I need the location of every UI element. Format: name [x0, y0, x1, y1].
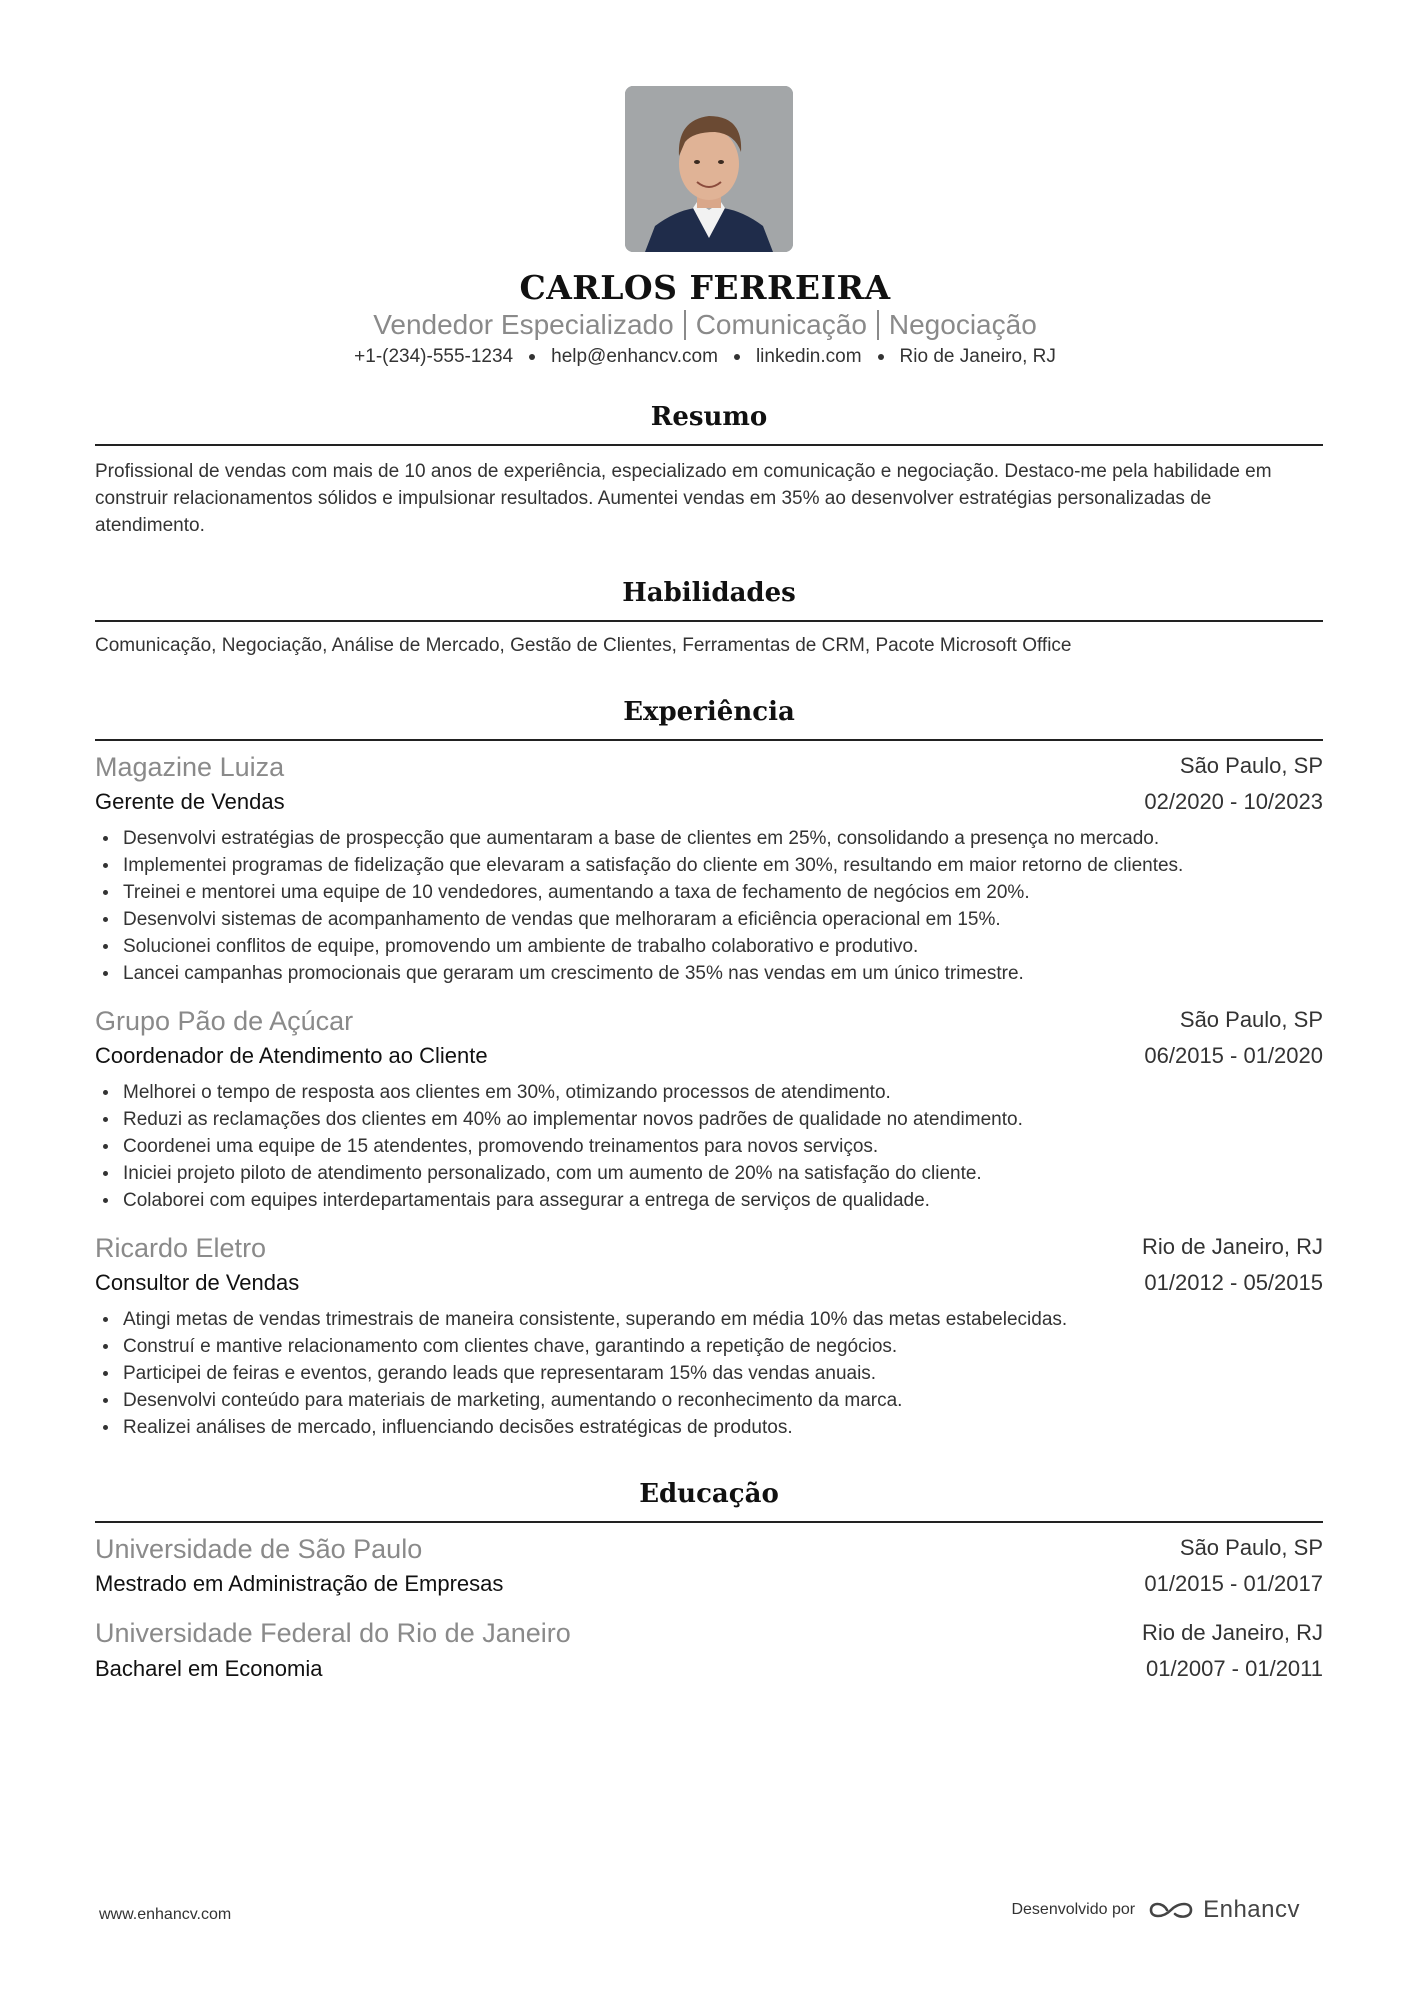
experience-role: Consultor de Vendas: [95, 1270, 300, 1295]
headline-item: Comunicação: [695, 309, 867, 340]
education-dates: 01/2015 - 01/2017: [1144, 1571, 1323, 1596]
experience-dates: 02/2020 - 10/2023: [1144, 789, 1323, 814]
list-item: Reduzi as reclamações dos clientes em 40% ao implementar novos padrões de qualidade no atendimento.: [95, 1106, 1323, 1133]
candidate-name: CARLOS FERREIRA: [519, 268, 891, 307]
contact-linkedin[interactable]: linkedin.com: [755, 346, 862, 367]
experience-dates: 06/2015 - 01/2020: [1144, 1043, 1323, 1068]
section-title-experience: Experiência: [623, 697, 795, 727]
section-divider: [95, 1521, 1323, 1523]
list-item: Melhorei o tempo de resposta aos clientes em 30%, otimizando processos de atendimento.: [95, 1079, 1323, 1106]
experience-bullets: [95, 1306, 1323, 1441]
education-location: Rio de Janeiro, RJ: [1142, 1620, 1323, 1645]
section-title-summary: Resumo: [650, 402, 768, 432]
experience-location: Rio de Janeiro, RJ: [1142, 1234, 1323, 1259]
list-item: Realizei análises de mercado, influenciando decisões estratégicas de produtos.: [95, 1414, 1323, 1441]
experience-company: Grupo Pão de Açúcar: [95, 1006, 354, 1036]
headline: [0, 309, 1410, 342]
list-item: Treinei e mentorei uma equipe de 10 vendedores, aumentando a taxa de fechamento de negócios em 20%.: [95, 879, 1323, 906]
footer-website-link[interactable]: www.enhancv.com: [99, 1906, 232, 1923]
bullet-separator: [529, 354, 535, 360]
list-item: Desenvolvi estratégias de prospecção que aumentaram a base de clientes em 25%, consolidando a presença no mercado.: [95, 825, 1323, 852]
experience-bullets: [95, 1079, 1323, 1214]
contact-location: Rio de Janeiro, RJ: [899, 346, 1056, 367]
list-item: Colaborei com equipes interdepartamentais para assegurar a entrega de serviços de qualidade.: [95, 1187, 1323, 1214]
headline-item: Negociação: [888, 309, 1037, 340]
section-divider: [95, 739, 1323, 741]
list-item: Participei de feiras e eventos, gerando leads que representaram 15% das vendas anuais.: [95, 1360, 1323, 1387]
experience-role: Gerente de Vendas: [95, 789, 285, 814]
headline-separator: [877, 310, 879, 340]
contact-phone[interactable]: +1-(234)-555-1234: [354, 346, 514, 367]
skills-text: Comunicação, Negociação, Análise de Mercado, Gestão de Clientes, Ferramentas de CRM, Pacote Microsoft Office: [95, 635, 1072, 656]
portrait-image: [625, 86, 793, 252]
education-institution: Universidade de São Paulo: [95, 1534, 423, 1564]
experience-location: São Paulo, SP: [1179, 753, 1323, 778]
list-item: Coordenei uma equipe de 15 atendentes, promovendo treinamentos para novos serviços.: [95, 1133, 1323, 1160]
education-institution: Universidade Federal do Rio de Janeiro: [95, 1618, 571, 1648]
contact-email[interactable]: help@enhancv.com: [551, 346, 718, 367]
education-dates: 01/2007 - 01/2011: [1146, 1656, 1323, 1681]
experience-company: Ricardo Eletro: [95, 1233, 267, 1263]
education-degree: Bacharel em Economia: [95, 1656, 323, 1681]
list-item: Implementei programas de fidelização que elevaram a satisfação do cliente em 30%, resultando em maior retorno de clientes.: [95, 852, 1323, 879]
list-item: Lancei campanhas promocionais que geraram um crescimento de 35% nas vendas em um único trimestre.: [95, 960, 1323, 987]
enhancv-logo-icon: [1147, 1897, 1195, 1923]
profile-photo: [625, 86, 793, 252]
enhancv-brand-name: Enhancv: [1203, 1896, 1300, 1923]
section-divider: [95, 444, 1323, 446]
bullet-separator: [734, 354, 740, 360]
list-item: Iniciei projeto piloto de atendimento personalizado, com um aumento de 20% na satisfação do cliente.: [95, 1160, 1323, 1187]
list-item: Solucionei conflitos de equipe, promovendo um ambiente de trabalho colaborativo e produtivo.: [95, 933, 1323, 960]
experience-company: Magazine Luiza: [95, 752, 285, 782]
education-location: São Paulo, SP: [1179, 1535, 1323, 1560]
footer-branding[interactable]: [1011, 1896, 1300, 1924]
headline-item: Vendedor Especializado: [373, 309, 674, 340]
list-item: Desenvolvi sistemas de acompanhamento de vendas que melhoraram a eficiência operacional em 15%.: [95, 906, 1323, 933]
contact-line: [0, 346, 1410, 368]
education-degree: Mestrado em Administração de Empresas: [95, 1571, 504, 1596]
powered-by-label: Desenvolvido por: [1011, 1901, 1136, 1918]
experience-location: São Paulo, SP: [1179, 1007, 1323, 1032]
section-title-skills: Habilidades: [622, 578, 796, 608]
list-item: Construí e mantive relacionamento com clientes chave, garantindo a repetição de negócios.: [95, 1333, 1323, 1360]
list-item: Desenvolvi conteúdo para materiais de marketing, aumentando o reconhecimento da marca.: [95, 1387, 1323, 1414]
experience-bullets: [95, 825, 1323, 987]
summary-text: Profissional de vendas com mais de 10 anos de experiência, especializado em comunicação e negociação. Destaco-me pela habilidade em construir relacionamentos sólidos e impulsionar resultados. Aumentei vendas em 35% ao desenvolver estratégias personalizadas de atendimento.: [95, 461, 1272, 536]
section-title-education: Educação: [639, 1479, 779, 1509]
headline-separator: [684, 310, 686, 340]
list-item: Atingi metas de vendas trimestrais de maneira consistente, superando em média 10% das metas estabelecidas.: [95, 1306, 1323, 1333]
section-divider: [95, 620, 1323, 622]
experience-role: Coordenador de Atendimento ao Cliente: [95, 1043, 488, 1068]
experience-dates: 01/2012 - 05/2015: [1144, 1270, 1323, 1295]
bullet-separator: [878, 354, 884, 360]
